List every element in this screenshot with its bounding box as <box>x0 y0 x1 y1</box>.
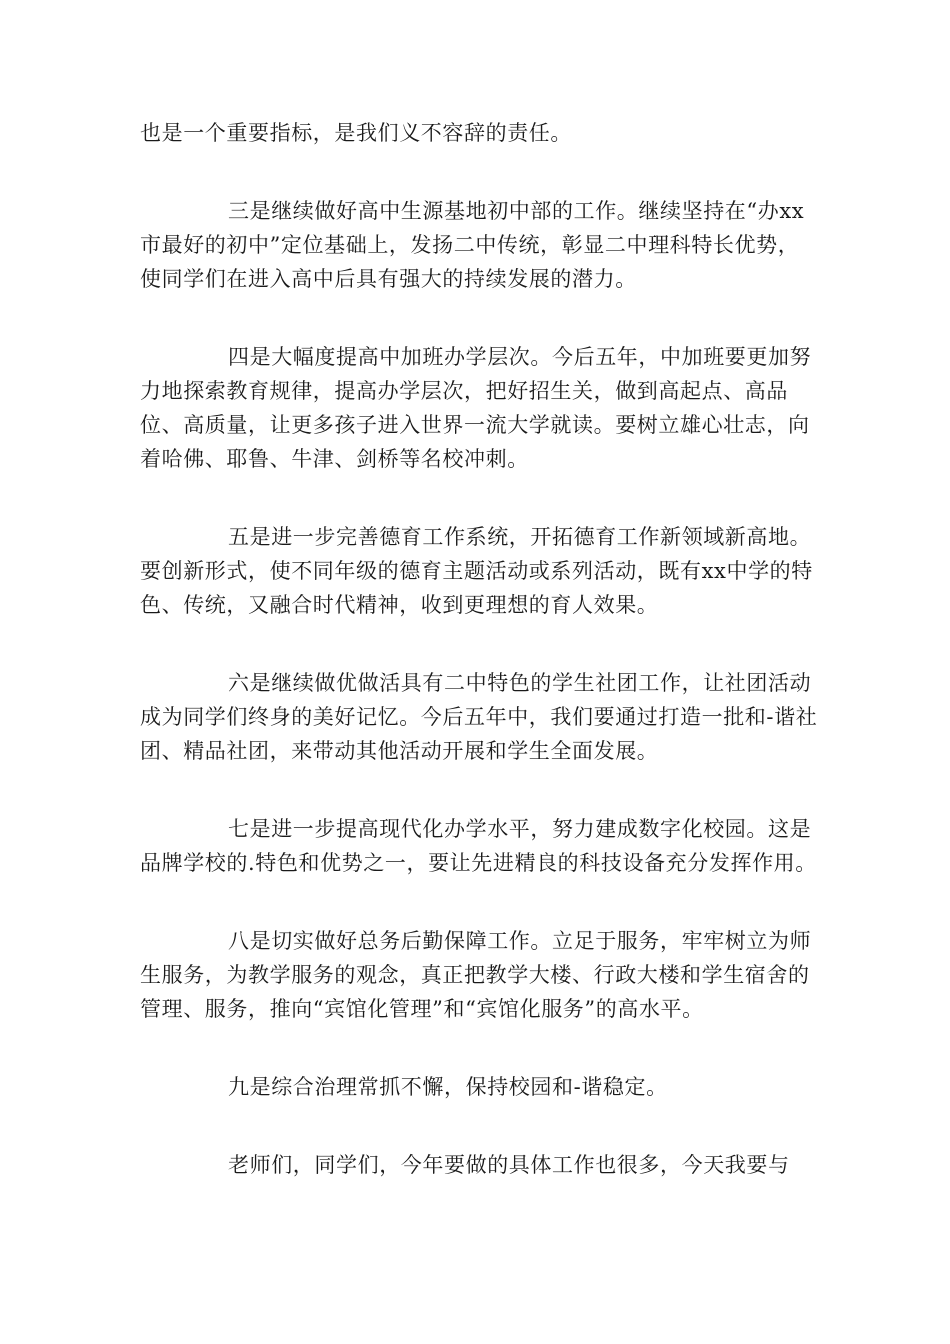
paragraph-9: 老师们，同学们，今年要做的具体工作也很多，今天我要与 <box>228 1153 790 1177</box>
paragraph-8: 九是综合治理常抓不懈，保持校园和-谐稳定。 <box>228 1075 668 1099</box>
paragraph-4: 五是进一步完善德育工作系统，开拓德育工作新领域新高地。要创新形式，使不同年级的德育主题活动或系列活动，既有xx中学的特色、传统，又融合时代精神，收到更理想的育人效果。 <box>140 525 813 617</box>
paragraph-7: 八是切实做好总务后勤保障工作。立足于服务，牢牢树立为师生服务，为教学服务的观念，真正把教学大楼、行政大楼和学生宿舍的管理、服务，推向“宾馆化管理”和“宾馆化服务”的高水平。 <box>140 929 812 1021</box>
paragraph-5: 六是继续做优做活具有二中特色的学生社团工作，让社团活动成为同学们终身的美好记忆。今后五年中，我们要通过打造一批和-谐社团、精品社团，来带动其他活动开展和学生全面发展。 <box>140 671 818 763</box>
paragraph-3: 四是大幅度提高中加班办学层次。今后五年，中加班要更加努力地探索教育规律，提高办学层次，把好招生关，做到高起点、高品位、高质量，让更多孩子进入世界一流大学就读。要树立雄心壮志，向着哈佛、耶鲁、牛津、剑桥等名校冲刺。 <box>140 345 812 471</box>
paragraph-1: 也是一个重要指标，是我们义不容辞的责任。 <box>140 121 572 145</box>
paragraph-6: 七是进一步提高现代化办学水平，努力建成数字化校园。这是品牌学校的.特色和优势之一，要让先进精良的科技设备充分发挥作用。 <box>140 817 817 875</box>
paragraph-2: 三是继续做好高中生源基地初中部的工作。继续坚持在“办xx市最好的初中”定位基础上，发扬二中传统，彰显二中理科特长优势，使同学们在进入高中后具有强大的持续发展的潜力。 <box>140 199 805 291</box>
document-body <box>140 116 820 1182</box>
